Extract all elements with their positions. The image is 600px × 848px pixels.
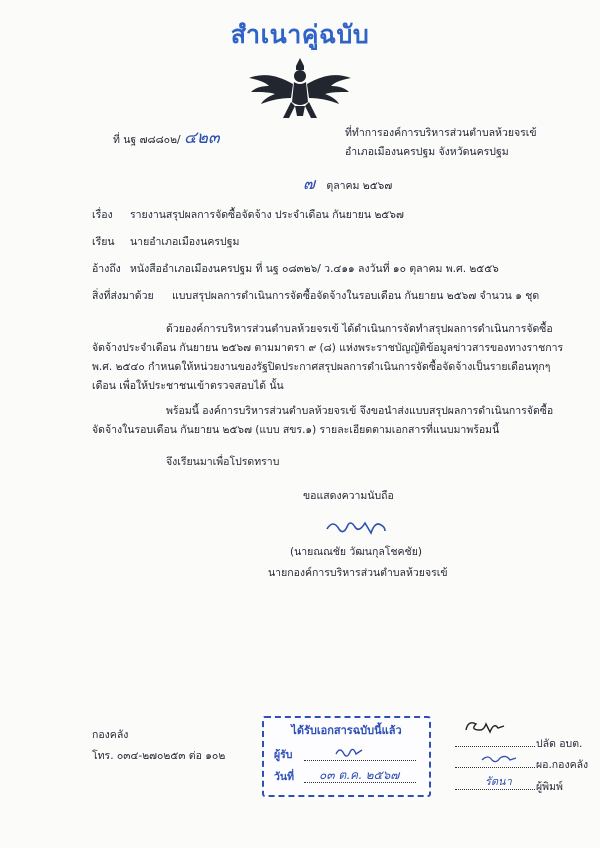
initial-role-2: ผอ.กองคลัง: [536, 759, 589, 771]
initial-line-2: [455, 767, 535, 768]
initial-signature-2: [480, 752, 520, 766]
signature-scribble: [325, 515, 387, 537]
typist-initial: รัตนา: [485, 775, 512, 788]
receiver-signature-scribble: [334, 744, 364, 760]
date-handwritten: ๗: [303, 174, 316, 193]
initial-line-3: [455, 789, 535, 790]
initial-line-1: [455, 746, 535, 747]
body-p1-line1: ด้วยองค์การบริหารส่วนตำบลห้วยจรเข้ ได้ดำเนินการจัดทำสรุปผลการดำเนินการจัดซื้อ: [166, 323, 553, 335]
org-address-line1: ที่ทำการองค์การบริหารส่วนตำบลห้วยจรเข้: [345, 127, 537, 139]
enclosure-text: แบบสรุปผลการดำเนินการจัดซื้อจัดจ้างในรอบเดือน กันยายน ๒๕๖๗ จำนวน ๑ ชุด: [172, 290, 540, 302]
signatory-name: (นายณณชัย วัฒนกุลโชคชัย): [290, 546, 422, 558]
subject-text: รายงานสรุปผลการจัดซื้อจัดจ้าง ประจำเดือน กันยายน ๒๕๖๗: [130, 209, 404, 221]
footer-phone: โทร. ๐๓๔-๒๗๐๒๕๓ ต่อ ๑๐๒: [92, 750, 226, 762]
body-p2-line2: จัดจ้างในรอบเดือน กันยายน ๒๕๖๗ (แบบ สขร.๑) รายละเอียดตามเอกสารที่แนบมาพร้อมนี้: [92, 424, 500, 436]
body-p1-line3: พ.ศ. ๒๕๔๐ กำหนดให้หน่วยงานของรัฐปิดประกาศสรุปผลการดำเนินการจัดซื้อจัดจ้างเป็นรายเดือนทุกๆ: [92, 361, 551, 373]
reference-text: หนังสืออำเภอเมืองนครปฐม ที่ นฐ ๐๘๓๒๖/ ว.๔๑๑ ลงวันที่ ๑๐ ตุลาคม พ.ศ. ๒๕๕๖: [130, 263, 499, 275]
org-address-line2: อำเภอเมืองนครปฐม จังหวัดนครปฐม: [345, 146, 509, 158]
document-number: [113, 127, 220, 150]
footer-department: กองคลัง: [92, 729, 129, 741]
body-p1-line4: เดือน เพื่อให้ประชาชนเข้าตรวจสอบได้ นั้น: [92, 380, 284, 392]
body-p1-line2: จัดจ้างประจำเดือน กันยายน ๒๕๖๗ ตามมาตรา ๙ (๘) แห่งพระราชบัญญัติข้อมูลข่าวสารของทางราชการ: [92, 342, 564, 354]
signatory-position: นายกองค์การบริหารส่วนตำบลห้วยจรเข้: [268, 567, 448, 579]
initial-role-1: ปลัด อบต.: [536, 738, 583, 750]
reference-label: อ้างถึง: [92, 263, 121, 275]
garuda-emblem: [245, 54, 355, 124]
copy-stamp: สำเนาคู่ฉบับ: [230, 20, 370, 49]
subject-label: เรื่อง: [92, 209, 113, 221]
body-p2-line1: พร้อมนี้ องค์การบริหารส่วนตำบลห้วยจรเข้ จึงขอนำส่งแบบสรุปผลการดำเนินการจัดซื้อ: [166, 405, 554, 417]
initial-role-3: ผู้พิมพ์: [536, 781, 563, 793]
initial-signature-1: [462, 716, 510, 736]
receive-date-label: วันที่: [274, 771, 294, 783]
document-date: [303, 173, 392, 195]
receiver-label: ผู้รับ: [274, 749, 293, 761]
to-text: นายอำเภอเมืองนครปฐม: [130, 236, 240, 248]
received-stamp-title: ได้รับเอกสารฉบับนี้แล้ว: [291, 724, 402, 737]
received-stamp: [262, 716, 431, 797]
receiver-line: [304, 760, 416, 761]
closing-request: จึงเรียนมาเพื่อโปรดทราบ: [166, 456, 280, 468]
document-number-handwritten: ๔๒๓: [183, 128, 220, 148]
to-label: เรียน: [92, 236, 115, 248]
document-number-label: ที่ นฐ ๗๘๘๐๒/: [113, 134, 181, 146]
closing-regards: ขอแสดงความนับถือ: [303, 490, 394, 502]
receive-date-value: ๐๓ ต.ค. ๒๕๖๗: [319, 768, 400, 782]
enclosure-label: สิ่งที่ส่งมาด้วย: [92, 290, 154, 302]
date-month-year: ตุลาคม ๒๕๖๗: [326, 180, 393, 192]
